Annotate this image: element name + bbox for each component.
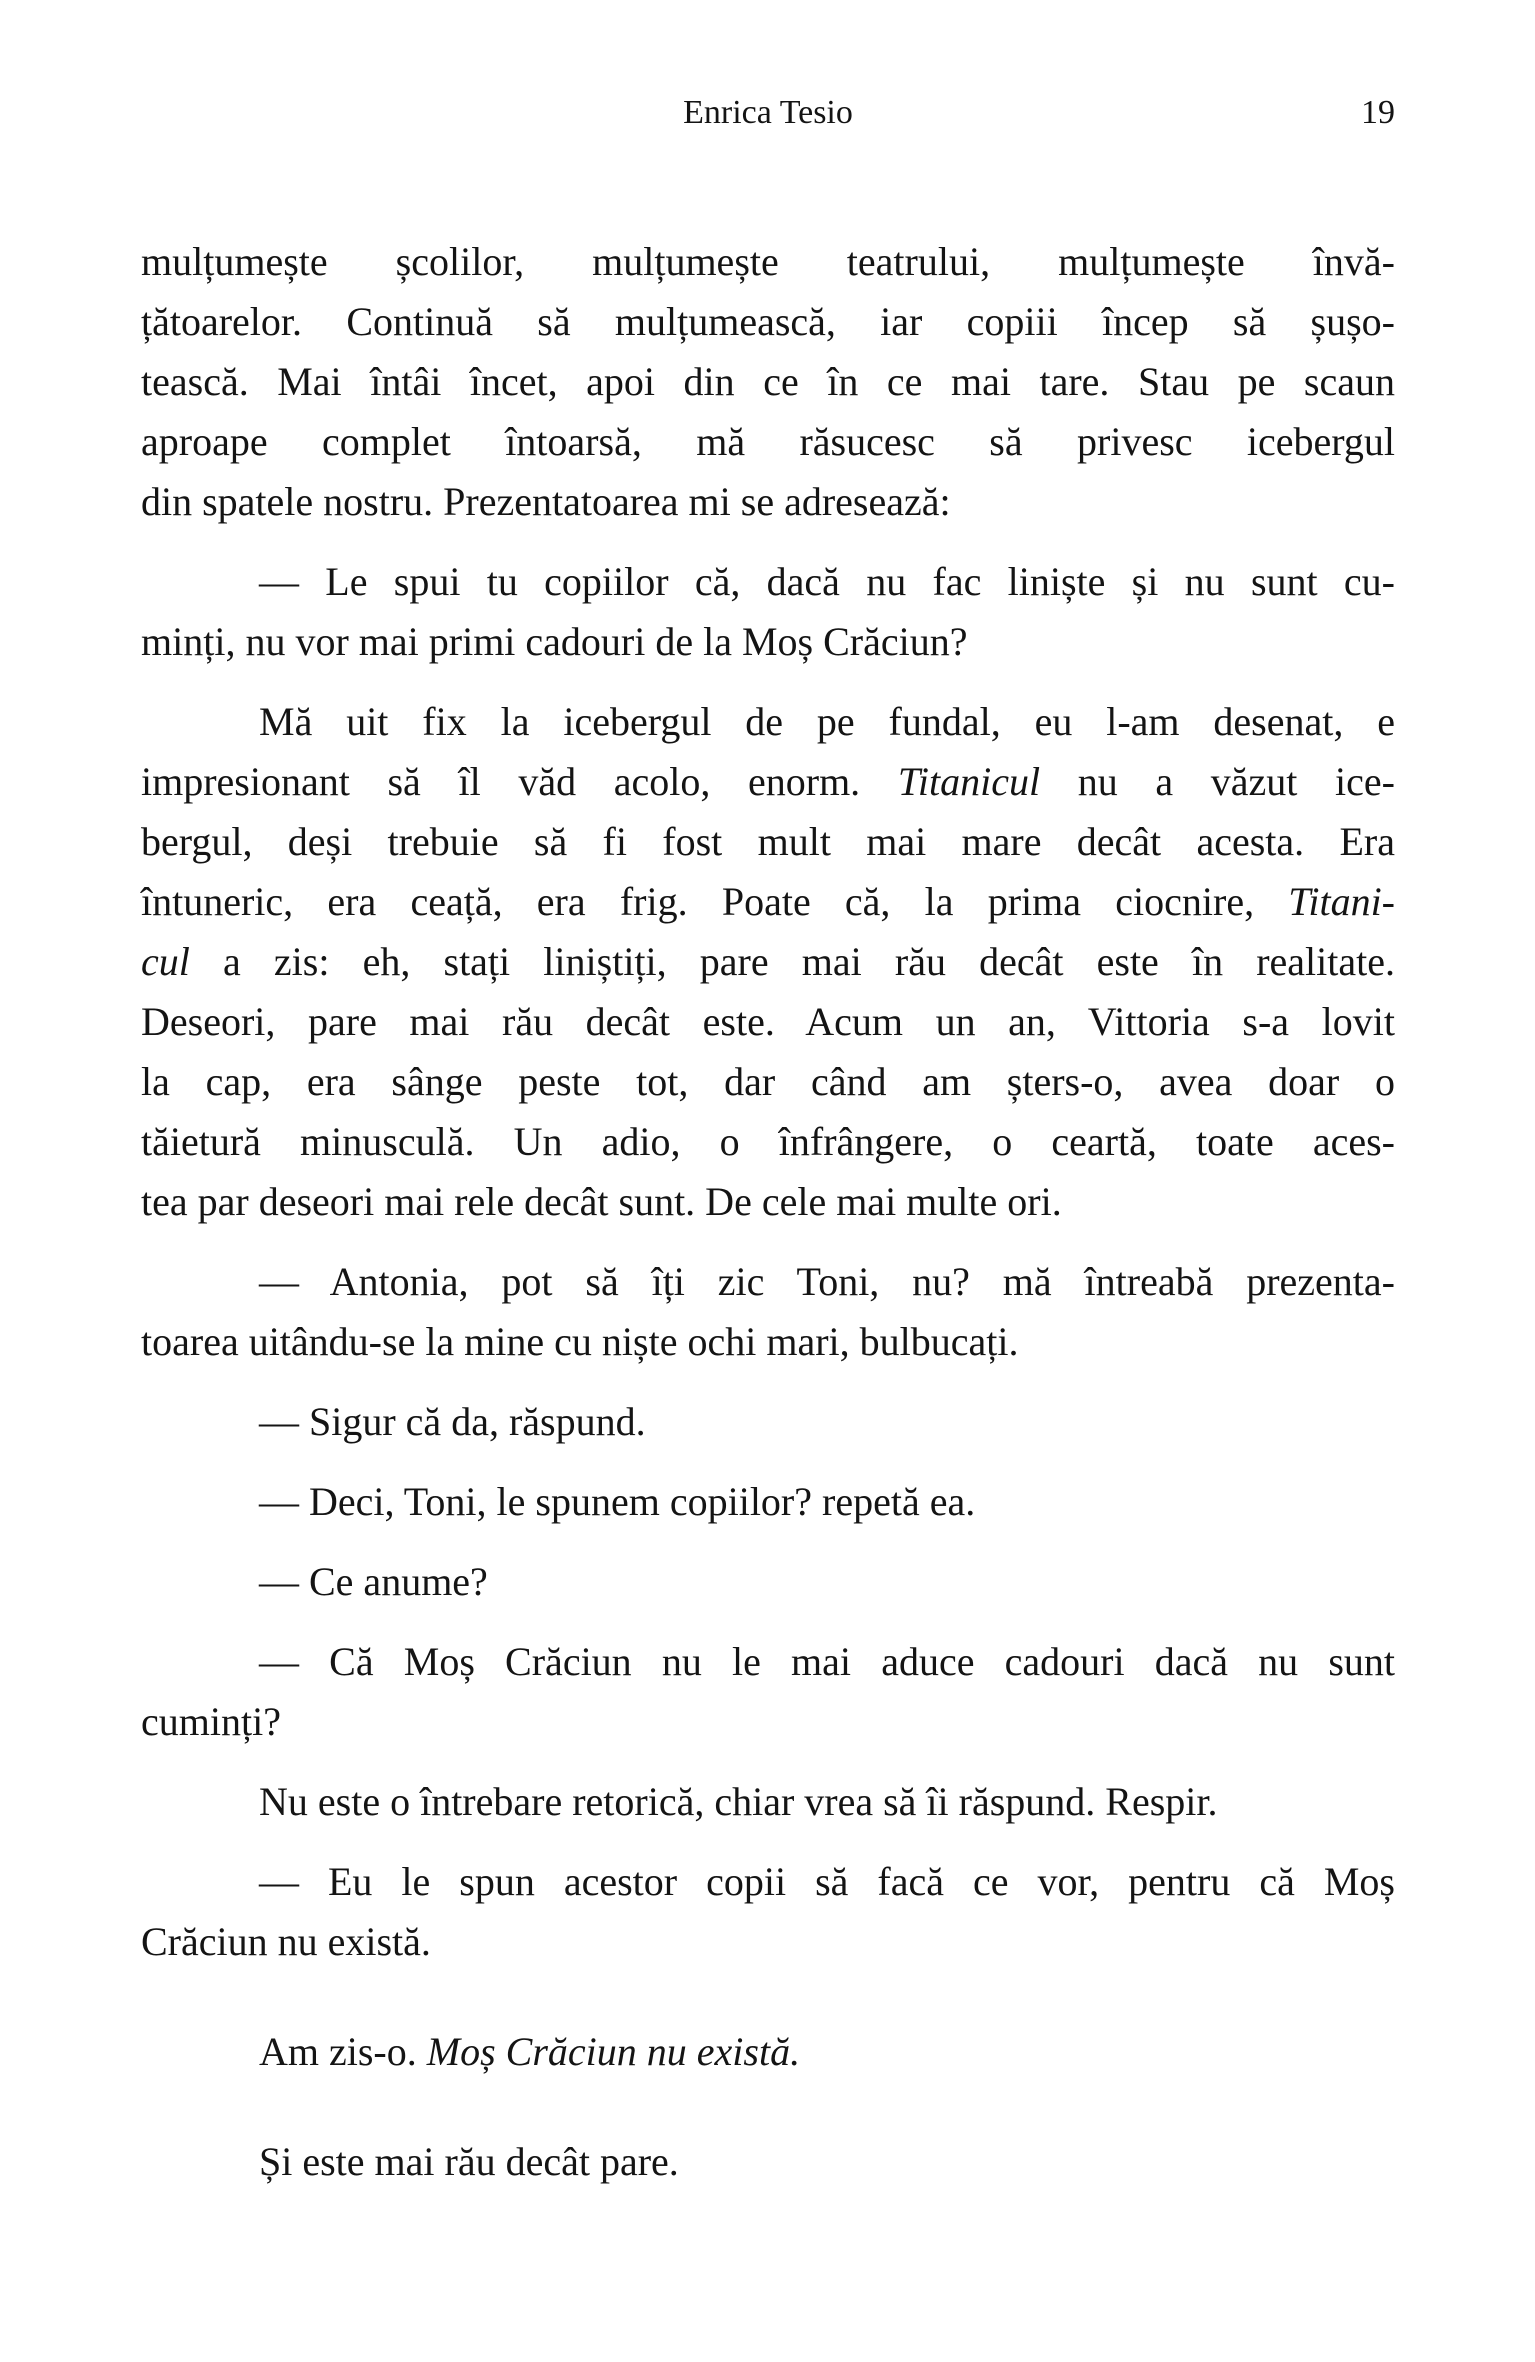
text-segment: la cap, era sânge peste tot, dar când am șters-o, avea doar o xyxy=(141,1059,1395,1104)
text-line xyxy=(141,1632,1395,1692)
text-segment: Crăciun nu există. xyxy=(141,1919,431,1964)
paragraph xyxy=(141,1392,1395,1452)
text-line xyxy=(141,1112,1395,1172)
paragraph xyxy=(141,1472,1395,1532)
text-line xyxy=(141,992,1395,1052)
paragraph xyxy=(141,1852,1395,1972)
running-head xyxy=(141,90,1395,136)
text-line xyxy=(141,1912,1395,1972)
text-segment: a zis: eh, stați liniștiți, pare mai rău decât este în realitate. xyxy=(189,939,1395,984)
italic-text-segment: Titani- xyxy=(1288,879,1395,924)
text-line xyxy=(141,412,1395,472)
paragraph xyxy=(141,1632,1395,1752)
text-segment: cuminți? xyxy=(141,1699,281,1744)
text-segment: bergul, deși trebuie să fi fost mult mai mare decât acesta. Era xyxy=(141,819,1395,864)
text-segment: Mă uit fix la icebergul de pe fundal, eu l-am desenat, e xyxy=(259,699,1395,744)
text-line xyxy=(141,812,1395,872)
text-line xyxy=(141,292,1395,352)
italic-text-segment: Titanicul xyxy=(897,759,1041,804)
paragraph xyxy=(141,1772,1395,1832)
italic-text-segment: cul xyxy=(141,939,190,984)
text-segment: — Eu le spun acestor copii să facă ce vor, pentru că Moș xyxy=(259,1859,1395,1904)
text-segment: întuneric, era ceață, era frig. Poate că, la prima ciocnire, xyxy=(141,879,1289,924)
paragraph xyxy=(141,2022,1395,2082)
text-segment: tească. Mai întâi încet, apoi din ce în ce mai tare. Stau pe scaun xyxy=(141,359,1395,404)
text-segment: minți, nu vor mai primi cadouri de la Moș Crăciun? xyxy=(141,619,968,664)
text-segment: mulțumește școlilor, mulțumește teatrului, mulțumește învă- xyxy=(141,239,1395,284)
text-line xyxy=(141,1172,1395,1232)
text-block xyxy=(141,232,1395,2192)
paragraph xyxy=(141,2132,1395,2192)
text-line xyxy=(141,1252,1395,1312)
text-line xyxy=(141,1692,1395,1752)
text-segment: — Antonia, pot să îți zic Toni, nu? mă întreabă prezenta- xyxy=(259,1259,1395,1304)
text-line xyxy=(141,1852,1395,1912)
paragraph xyxy=(141,552,1395,672)
text-line xyxy=(141,692,1395,752)
page-number: 19 xyxy=(1361,94,1395,131)
text-line xyxy=(141,352,1395,412)
text-line xyxy=(141,2132,1395,2192)
text-line xyxy=(141,1392,1395,1452)
text-segment: Nu este o întrebare retorică, chiar vrea să îi răspund. Respir. xyxy=(259,1779,1218,1824)
text-line xyxy=(141,472,1395,532)
text-segment: — Le spui tu copiilor că, dacă nu fac liniște și nu sunt cu- xyxy=(259,559,1395,604)
text-segment: nu a văzut ice- xyxy=(1040,759,1395,804)
paragraph xyxy=(141,1252,1395,1372)
text-segment: aproape complet întoarsă, mă răsucesc să privesc icebergul xyxy=(141,419,1395,464)
text-segment: toarea uitându-se la mine cu niște ochi mari, bulbucați. xyxy=(141,1319,1019,1364)
text-line xyxy=(141,1772,1395,1832)
text-line xyxy=(141,1472,1395,1532)
text-line xyxy=(141,1552,1395,1612)
text-line xyxy=(141,872,1395,932)
text-line xyxy=(141,1312,1395,1372)
paragraph xyxy=(141,232,1395,532)
running-head-author: Enrica Tesio xyxy=(683,94,853,131)
text-segment: impresionant să îl văd acolo, enorm. xyxy=(141,759,898,804)
text-segment: — Că Moș Crăciun nu le mai aduce cadouri dacă nu sunt xyxy=(259,1639,1395,1684)
text-line xyxy=(141,2022,1395,2082)
paragraph xyxy=(141,692,1395,1232)
text-segment: din spatele nostru. Prezentatoarea mi se adresează: xyxy=(141,479,951,524)
text-segment: tea par deseori mai rele decât sunt. De cele mai multe ori. xyxy=(141,1179,1062,1224)
text-line xyxy=(141,552,1395,612)
text-line xyxy=(141,612,1395,672)
text-segment: Și este mai rău decât pare. xyxy=(259,2139,679,2184)
text-segment: — Deci, Toni, le spunem copiilor? repetă ea. xyxy=(259,1479,976,1524)
text-segment: — Sigur că da, răspund. xyxy=(259,1399,646,1444)
text-line xyxy=(141,232,1395,292)
text-segment: — Ce anume? xyxy=(259,1559,488,1604)
text-line xyxy=(141,752,1395,812)
text-line xyxy=(141,932,1395,992)
text-line xyxy=(141,1052,1395,1112)
text-segment: tăietură minusculă. Un adio, o înfrângere, o ceartă, toate aces- xyxy=(141,1119,1395,1164)
italic-text-segment: Moș Crăciun nu există. xyxy=(426,2029,801,2074)
text-segment: țătoarelor. Continuă să mulțumească, iar copiii încep să șușo- xyxy=(141,299,1395,344)
text-segment: Deseori, pare mai rău decât este. Acum un an, Vittoria s-a lovit xyxy=(141,999,1395,1044)
text-segment: Am zis-o. xyxy=(259,2029,427,2074)
paragraph xyxy=(141,1552,1395,1612)
